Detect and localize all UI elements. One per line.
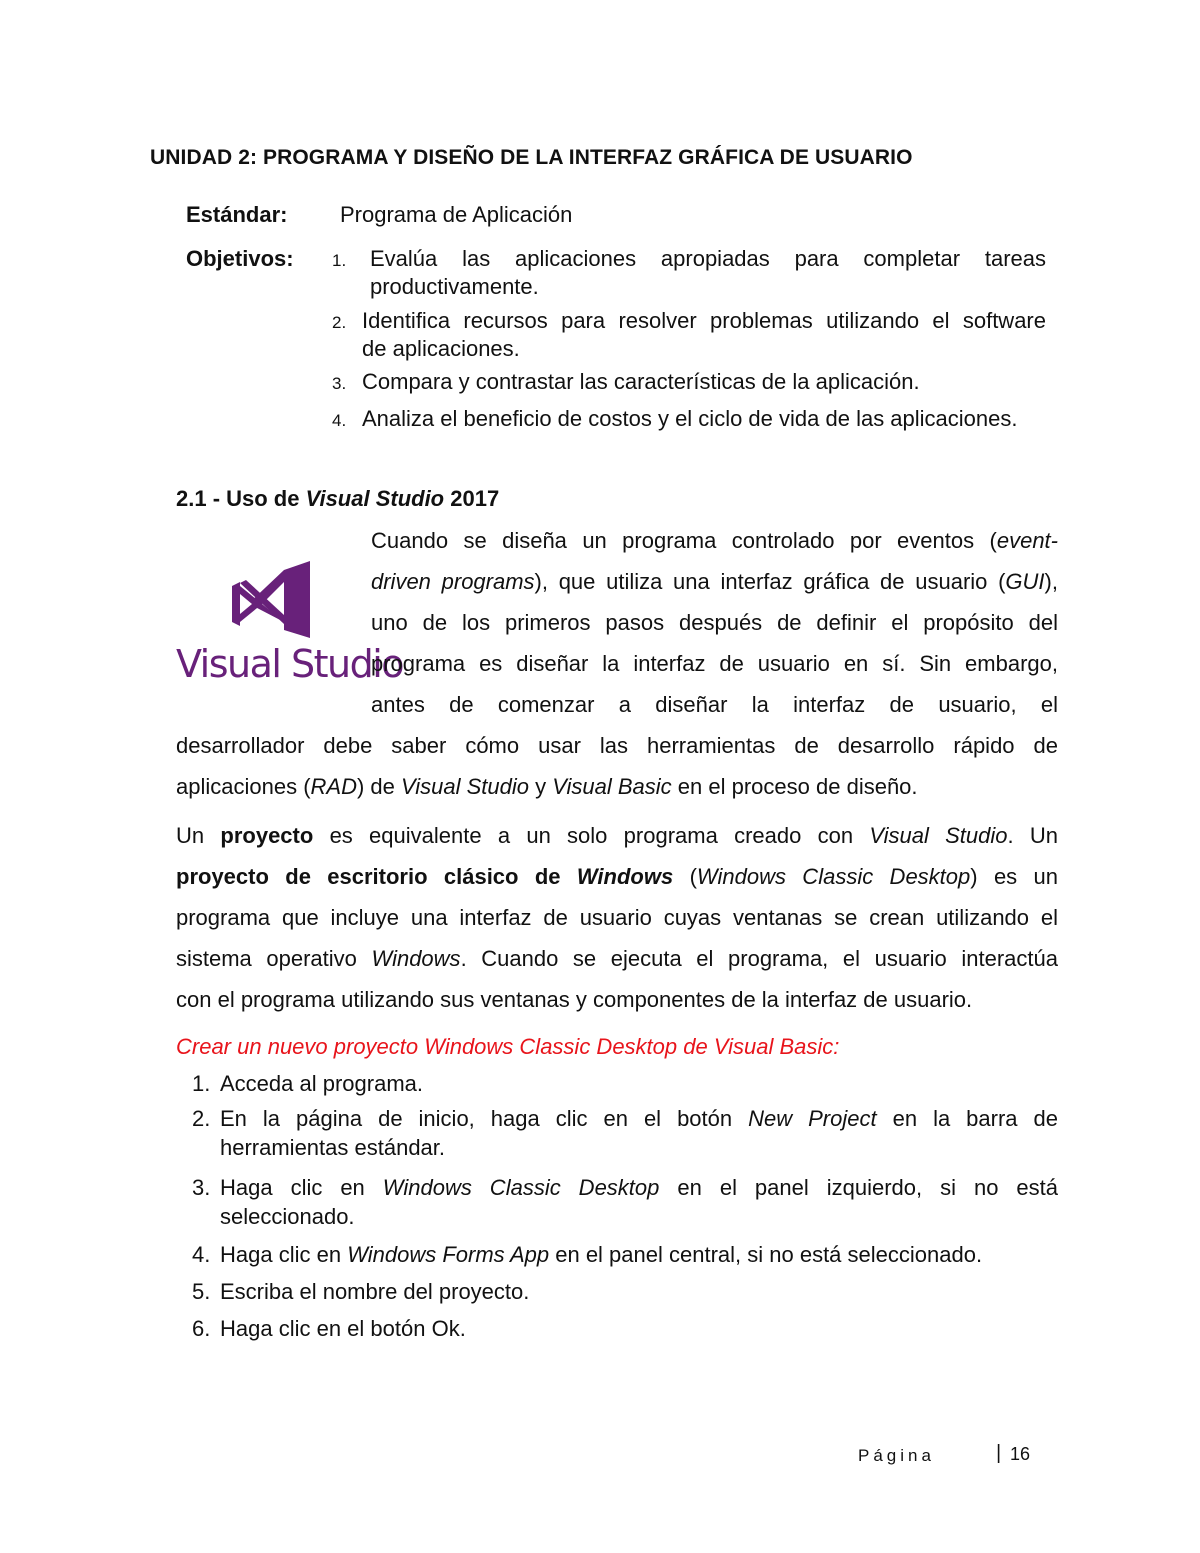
visual-studio-infinity-icon [176, 560, 362, 650]
paragraph-line: antes de comenzar a diseñar la interfaz de usuario, el [371, 692, 1058, 717]
paragraph-line: Cuando se diseña un programa controlado por eventos (event- [371, 528, 1058, 553]
objective-item-2-line1: Identifica recursos para resolver problemas utilizando el software [362, 308, 1046, 333]
page-footer-separator: | [996, 1442, 1002, 1464]
paragraph-line: uno de los primeros pasos después de definir el propósito del [371, 610, 1058, 635]
paragraph-line: con el programa utilizando sus ventanas y componentes de la interfaz de usuario. [176, 987, 973, 1012]
step-1: Acceda al programa. [220, 1071, 423, 1096]
step-6: Haga clic en el botón Ok. [220, 1316, 466, 1341]
step-number: 3. [192, 1175, 211, 1200]
standard-label: Estándar: [186, 202, 288, 227]
objective-number: 3. [332, 374, 347, 393]
objective-item-3: Compara y contrastar las características de la aplicación. [362, 369, 920, 394]
step-number: 1. [192, 1071, 211, 1096]
visual-studio-logo [176, 560, 404, 686]
objective-item-1-line2: productivamente. [370, 274, 539, 299]
paragraph-line: proyecto de escritorio clásico de Windows (Windows Classic Desktop) es un [176, 864, 1058, 889]
step-number: 4. [192, 1242, 211, 1267]
step-2-line2: herramientas estándar. [220, 1135, 446, 1160]
objectives-label: Objetivos: [186, 246, 294, 271]
paragraph-line: programa es diseñar la interfaz de usuario en sí. Sin embargo, [371, 651, 1058, 676]
section-title: 2.1 - Uso de Visual Studio 2017 [176, 486, 500, 511]
visual-studio-logo-text: Visual Studio [176, 642, 404, 686]
objective-number: 1. [332, 251, 347, 270]
standard-value: Programa de Aplicación [340, 202, 573, 227]
step-number: 5. [192, 1279, 211, 1304]
paragraph-line: Un proyecto es equivalente a un solo programa creado con Visual Studio. Un [176, 823, 1059, 848]
step-3-line2: seleccionado. [220, 1204, 355, 1229]
paragraph-line: sistema operativo Windows. Cuando se ejecuta el programa, el usuario interactúa [176, 946, 1058, 971]
procedure-heading: Crear un nuevo proyecto Windows Classic Desktop de Visual Basic: [176, 1034, 840, 1059]
objective-item-4: Analiza el beneficio de costos y el ciclo de vida de las aplicaciones. [362, 406, 1018, 431]
page-footer-label: Página [858, 1446, 935, 1465]
step-2-line1: En la página de inicio, haga clic en el botón New Project en la barra de [220, 1106, 1059, 1131]
page-number: 16 [1010, 1444, 1031, 1464]
step-4: Haga clic en Windows Forms App en el panel central, si no está seleccionado. [220, 1242, 983, 1267]
paragraph-line: driven programs), que utiliza una interfaz gráfica de usuario (GUI), [371, 569, 1058, 594]
objective-number: 4. [332, 411, 347, 430]
step-3-line1: Haga clic en Windows Classic Desktop en el panel izquierdo, si no está [220, 1175, 1058, 1200]
paragraph-line: aplicaciones (RAD) de Visual Studio y Visual Basic en el proceso de diseño. [176, 774, 918, 799]
step-number: 6. [192, 1316, 211, 1341]
objective-number: 2. [332, 313, 347, 332]
objective-item-1-line1: Evalúa las aplicaciones apropiadas para completar tareas [370, 246, 1046, 271]
paragraph-line: programa que incluye una interfaz de usuario cuyas ventanas se crean utilizando el [176, 905, 1058, 930]
unit-title: UNIDAD 2: PROGRAMA Y DISEÑO DE LA INTERFAZ GRÁFICA DE USUARIO [150, 146, 913, 169]
objective-item-2-line2: de aplicaciones. [362, 336, 520, 361]
paragraph-line: desarrollador debe saber cómo usar las herramientas de desarrollo rápido de [176, 733, 1058, 758]
step-number: 2. [192, 1106, 211, 1131]
step-5: Escriba el nombre del proyecto. [220, 1279, 530, 1304]
